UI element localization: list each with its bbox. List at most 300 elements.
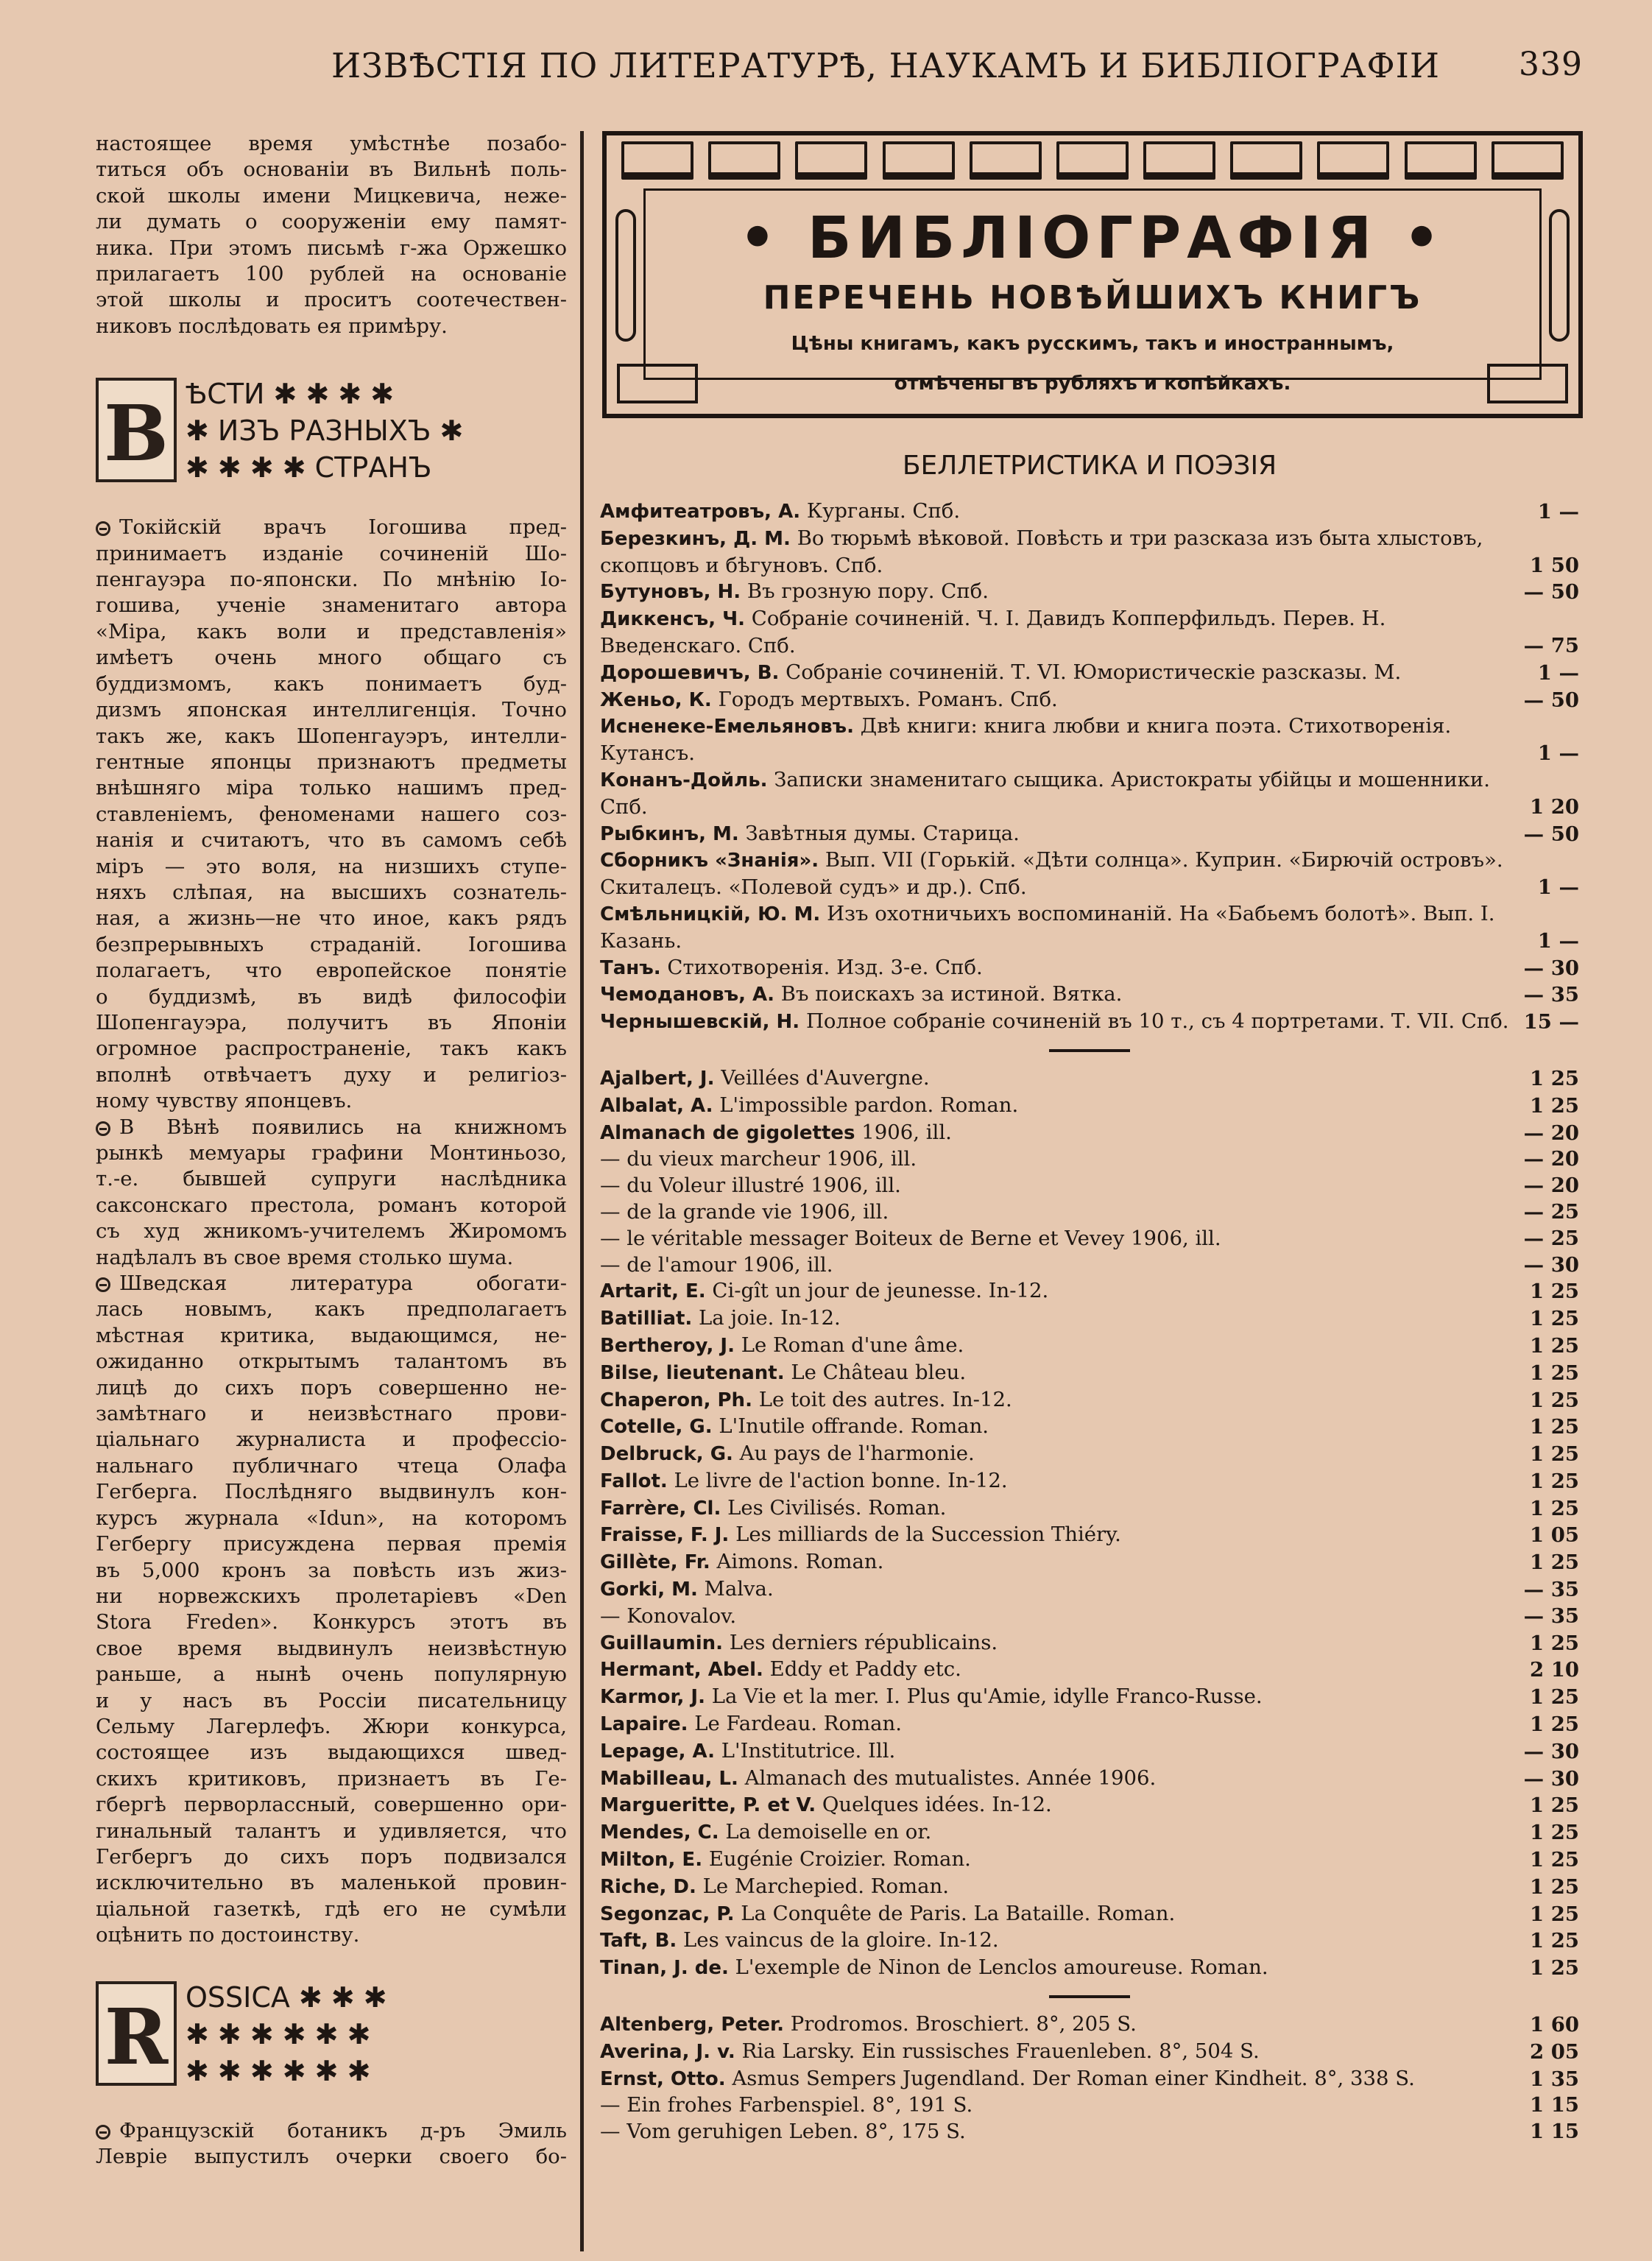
book-entry: [600, 1146, 1579, 1173]
book-author: Сборникъ «Знанія».: [600, 850, 819, 872]
book-entry: [600, 981, 1579, 1009]
book-author: Artarit, E.: [600, 1280, 706, 1303]
book-title: Le toit des autres. In-12.: [758, 1387, 1012, 1411]
book-entry: [600, 1252, 1579, 1279]
book-entry: [600, 955, 1579, 982]
text-line: лась новымъ, какъ предполагаетъ: [96, 1297, 567, 1322]
news-text: [96, 515, 567, 1948]
book-title: Les vaincus de la gloire. In-12.: [683, 1928, 999, 1953]
book-price: — 25: [1523, 1199, 1579, 1224]
intro-paragraph: [96, 131, 567, 339]
text-line: лицѣ до сихъ поръ совершенно не-: [96, 1375, 567, 1400]
book-entry: [600, 1414, 1579, 1441]
book-price: 1 25: [1530, 1929, 1579, 1953]
book-author: Delbruck, G.: [600, 1443, 733, 1466]
text-line: Леврie выпустилъ очерки своего бо-: [96, 2145, 567, 2168]
book-author: Lepage, A.: [600, 1740, 716, 1763]
text-line: міръ — это воля, на низшихъ ступе-: [96, 854, 567, 878]
book-title: Malva.: [704, 1577, 774, 1601]
book-entry: [600, 1387, 1579, 1414]
book-entry: [600, 1173, 1579, 1199]
book-price: 1 25: [1530, 1442, 1579, 1467]
text-line: няхъ слѣпая, на высшихъ сознатель-: [96, 880, 567, 904]
book-price: 1 25: [1530, 1066, 1579, 1090]
section-head-news: [96, 378, 567, 488]
book-entry: [600, 821, 1579, 848]
text-line: т.-е. бывшей супруги наслѣдника: [96, 1167, 567, 1191]
book-author: Albalat, A.: [600, 1094, 713, 1117]
catalog: [600, 451, 1579, 2145]
book-title: Le Château bleu.: [791, 1360, 967, 1384]
text-line: раньше, а нынѣ очень популярную: [96, 1662, 567, 1687]
text-line: Гегберга. Послѣдняго выдвинулъ кон-: [96, 1480, 567, 1504]
book-price: 1 25: [1530, 1712, 1579, 1737]
book-entry: [600, 1441, 1579, 1468]
book-entry: [600, 1495, 1579, 1523]
book-price: 1 25: [1530, 1821, 1579, 1845]
book-entry: [600, 767, 1579, 821]
book-price: — 30: [1523, 1766, 1579, 1791]
book-title: — du vieux marcheur 1906, ill.: [600, 1147, 917, 1171]
book-price: 1 25: [1530, 1333, 1579, 1358]
text-line: замѣтнаго и неизвѣстнаго прови-: [96, 1402, 567, 1426]
book-price: — 20: [1523, 1121, 1579, 1145]
book-author: Karmor, J.: [600, 1686, 705, 1709]
book-title: Ria Larsky. Ein russisches Frauenleben. 8°, 504 S.: [741, 2039, 1260, 2063]
book-author: Averina, J. v.: [600, 2040, 735, 2063]
book-entry: [600, 1093, 1579, 1120]
book-author: Ernst, Otto.: [600, 2067, 726, 2090]
book-entry: [600, 1009, 1579, 1036]
book-entry: [600, 1846, 1579, 1874]
book-price: 1 20: [1530, 794, 1579, 819]
book-title: L'exemple de Ninon de Lenclos amoureuse. Roman.: [735, 1955, 1268, 1980]
russian-books: [600, 498, 1579, 1036]
text-line: ному чувству японцевъ.: [96, 1089, 353, 1113]
book-author: Gillète, Fr.: [600, 1551, 710, 1574]
book-entry: [600, 847, 1579, 901]
text-line: нальнаго публичнаго чтеца Олафа: [96, 1453, 567, 1478]
separator-rule: [1049, 1049, 1130, 1052]
book-entry: [600, 1819, 1579, 1846]
text-line: оцѣнить по достоинству.: [96, 1923, 360, 1947]
book-price: — 75: [1523, 633, 1579, 657]
text-line: ожиданно открытымъ талантомъ въ: [96, 1350, 567, 1374]
book-entry: [600, 713, 1579, 767]
section-heading-line: ✱ ✱ ✱ ✱ ✱ ✱: [186, 2017, 371, 2050]
text-line: полагаетъ, что европейское понятіе: [96, 959, 567, 983]
book-entry: [600, 1522, 1579, 1549]
text-line: надѣлалъ въ свое время столько шума.: [96, 1245, 514, 1269]
book-entry: [600, 1874, 1579, 1901]
book-price: — 35: [1523, 1578, 1579, 1602]
book-title: — Vom geruhigen Leben. 8°, 175 S.: [600, 2120, 966, 2144]
text-line: ставленіемъ, феноменами нашего соз-: [96, 802, 567, 826]
book-title: Въ грозную пору. Спб.: [746, 579, 989, 604]
book-title: Prodromos. Broschiert. 8°, 205 S.: [790, 2012, 1137, 2036]
book-entry: [600, 1684, 1579, 1711]
book-price: 1 25: [1530, 1388, 1579, 1412]
book-title: Almanach des mutualistes. Année 1906.: [744, 1766, 1157, 1790]
book-price: 15 —: [1523, 1010, 1579, 1034]
book-price: 1 50: [1530, 553, 1579, 577]
book-title: — du Voleur illustré 1906, ill.: [600, 1174, 901, 1198]
book-title: Изъ охотничьихъ воспоминаній. На «Бабьемъ болотѣ». Вып. I. Казань.: [600, 901, 1495, 953]
book-entry: [600, 1333, 1579, 1360]
text-line: состоящее изъ выдающихся швед-: [96, 1740, 567, 1765]
book-entry: [600, 1065, 1579, 1093]
text-line: принимаетъ изданіе сочиненій Шо-: [96, 541, 567, 565]
book-price: 1 25: [1530, 1902, 1579, 1926]
text-line: мѣстная критика, выдающимся, не-: [96, 1323, 567, 1347]
book-entry: [600, 1657, 1579, 1684]
book-title: Курганы. Спб.: [806, 499, 961, 523]
book-title: Вып. VII (Горькій. «Дѣти солнца». Куприн. «Бирючій островъ». Скиталецъ. «Полевой судъ» и др.). Спб.: [600, 848, 1503, 900]
book-author: Смѣльницкій, Ю. М.: [600, 903, 821, 925]
book-price: 1 15: [1530, 2120, 1579, 2144]
book-author: Farrère, Cl.: [600, 1497, 721, 1520]
book-title: Au pays de l'harmonie.: [739, 1442, 975, 1466]
banner-subtitle: ПЕРЕЧЕНЬ НОВѢЙШИХЪ КНИГЪ: [763, 279, 1422, 317]
book-author: Бутуновъ, Н.: [600, 581, 741, 604]
text-line: В Вѣнѣ появились на книжномъ: [96, 1115, 567, 1140]
text-line: никовъ послѣдовать ея примѣру.: [96, 314, 448, 338]
book-price: — 35: [1523, 983, 1579, 1007]
banner-note: Цѣны книгамъ, какъ русскимъ, такъ и иностраннымъ,: [791, 333, 1394, 355]
book-title: Двѣ книги: книга любви и книга поэта. Стихотворенія. Кутансъ.: [600, 714, 1452, 766]
book-author: Танъ.: [600, 956, 661, 979]
text-line: Шопенгауэра, получитъ въ Японіи: [96, 1010, 567, 1034]
book-title: — Konovalov.: [600, 1604, 737, 1628]
book-price: 1 —: [1537, 660, 1579, 685]
book-price: — 20: [1523, 1147, 1579, 1171]
book-title: Ci-gît un jour de jeunesse. In-12.: [712, 1279, 1049, 1303]
book-title: Записки знаменитаго сыщика. Аристократы убійцы и мошенники. Спб.: [600, 767, 1490, 819]
french-books: [600, 1065, 1579, 1982]
book-entry: [600, 1468, 1579, 1495]
page-number: 339: [1519, 46, 1583, 83]
book-title: L'Inutile offrande. Roman.: [719, 1414, 989, 1439]
book-price: 1 —: [1537, 500, 1579, 523]
book-price: — 50: [1523, 822, 1579, 846]
book-title: Aimons. Roman.: [716, 1550, 884, 1574]
text-line: и у насъ въ Россіи писательницу: [96, 1688, 567, 1712]
paragraph-mark-icon: [96, 521, 110, 536]
book-author: Ajalbert, J.: [600, 1067, 715, 1090]
book-price: 1 25: [1530, 1631, 1579, 1655]
banner-note: отмѣчены въ рубляхъ и копѣйкахъ.: [894, 373, 1291, 395]
text-line: гбергѣ перворлассный, совершенно ори-: [96, 1793, 567, 1817]
book-title: Завѣтныя думы. Старица.: [745, 821, 1020, 845]
text-line: Французскій ботаникъ д-ръ Эмиль: [96, 2118, 567, 2144]
book-price: 1 25: [1530, 1469, 1579, 1493]
book-price: 1 25: [1530, 1551, 1579, 1575]
text-line: Сельму Лагерлефъ. Жюри конкурса,: [96, 1714, 567, 1738]
book-author: Чемодановъ, А.: [600, 984, 775, 1006]
book-author: Segonzac, P.: [600, 1902, 735, 1925]
catalog-heading: БЕЛЛЕТРИСТИКА И ПОЭЗІЯ: [902, 451, 1277, 481]
book-price: 1 25: [1530, 1361, 1579, 1385]
book-entry: [600, 1955, 1579, 1982]
book-price: — 20: [1523, 1174, 1579, 1198]
book-price: 1 60: [1530, 2013, 1579, 2037]
book-entry: [600, 2119, 1579, 2145]
book-author: Cotelle, G.: [600, 1416, 713, 1439]
book-title: Eugénie Croizier. Roman.: [708, 1847, 971, 1872]
text-line: этой школы и проситъ соотечествен-: [96, 288, 567, 312]
book-price: 1 25: [1530, 1874, 1579, 1899]
book-price: — 25: [1523, 1226, 1579, 1250]
text-line: ни норвежскихъ пролетаріевъ «Den: [96, 1584, 567, 1608]
book-entry: [600, 1901, 1579, 1928]
book-title: — de l'amour 1906, ill.: [600, 1252, 833, 1277]
book-entry: [600, 2066, 1579, 2093]
book-price: 1 25: [1530, 1685, 1579, 1710]
book-author: Bilse, lieutenant.: [600, 1361, 785, 1384]
book-title: 1906, ill.: [861, 1120, 952, 1144]
book-price: — 50: [1523, 580, 1579, 604]
column-divider: [580, 131, 584, 2251]
bibliography-banner: [602, 131, 1583, 418]
book-title: La Vie et la mer. I. Plus qu'Amie, idylle Franco-Russe.: [711, 1685, 1263, 1709]
book-price: 1 25: [1530, 1093, 1579, 1118]
book-title: L'impossible pardon. Roman.: [719, 1093, 1019, 1117]
text-line: дизмъ японская интеллигенція. Точно: [96, 698, 567, 722]
text-line: свое время выдвинулъ неизвѣстную: [96, 1636, 567, 1660]
book-entry: [600, 1278, 1579, 1305]
book-author: Altenberg, Peter.: [600, 2014, 784, 2036]
left-column: [96, 131, 567, 2170]
text-line: ника. При этомъ письмѣ г-жа Оржешко: [96, 236, 567, 260]
book-price: 1 25: [1530, 1793, 1579, 1818]
book-author: Fraisse, F. J.: [600, 1524, 730, 1547]
decorative-initial-v: В: [96, 378, 177, 482]
text-line: гинальный талантъ и удивляется, что: [96, 1819, 567, 1843]
ornament-border: [607, 141, 1578, 187]
text-line: ли думать о сооруженіи ему памят-: [96, 210, 567, 234]
section-heading-line: ✱ ИЗЪ РАЗНЫХЪ ✱: [186, 415, 464, 448]
section-heading-line: ✱ ✱ ✱ ✱ ✱ ✱: [186, 2054, 371, 2087]
text-line: буддизмомъ, какъ понимаетъ буд-: [96, 671, 567, 696]
book-title: — le véritable messager Boiteux de Berne et Vevey 1906, ill.: [600, 1226, 1221, 1250]
book-entry: [600, 1226, 1579, 1252]
book-title: Quelques idées. In-12.: [822, 1793, 1052, 1817]
book-author: Конанъ-Дойль.: [600, 769, 768, 791]
text-line: безпрерывныхъ страданій. Іогошива: [96, 932, 567, 956]
book-title: Городъ мертвыхъ. Романъ. Спб.: [718, 687, 1058, 711]
text-line: пенгауэра по-японски. По мнѣнію Іо-: [96, 568, 567, 592]
book-author: Исненеке-Емельяновъ.: [600, 716, 854, 738]
book-price: 1 25: [1530, 1956, 1579, 1980]
book-title: Въ поискахъ за истиной. Вятка.: [780, 982, 1123, 1006]
book-title: Le Fardeau. Roman.: [694, 1712, 902, 1736]
book-price: — 35: [1523, 1604, 1579, 1628]
text-line: съ худ жникомъ-учителемъ Жиромомъ: [96, 1219, 567, 1244]
text-line: гошива, ученіе знаменитаго автора: [96, 593, 567, 618]
book-price: 2 10: [1530, 1658, 1579, 1682]
book-title: La demoiselle en or.: [725, 1820, 932, 1844]
book-author: Chaperon, Ph.: [600, 1389, 752, 1411]
book-author: Fallot.: [600, 1470, 668, 1492]
text-line: Stora Freden». Конкурсъ этотъ въ: [96, 1610, 567, 1634]
paragraph-mark-icon: [96, 2125, 110, 2140]
book-entry: [600, 1549, 1579, 1576]
book-title: Собраніе сочиненій. Т. VI. Юмористическіе разсказы. М.: [786, 660, 1402, 684]
book-entry: [600, 687, 1579, 714]
book-entry: [600, 1199, 1579, 1226]
text-line: имѣетъ очень много общаго съ: [96, 646, 567, 670]
book-author: Дорошевичъ, В.: [600, 661, 780, 684]
book-title: — de la grande vie 1906, ill.: [600, 1199, 889, 1224]
book-title: Les milliards de la Succession Thiéry.: [735, 1523, 1121, 1547]
book-author: Mendes, C.: [600, 1821, 719, 1844]
book-entry: [600, 1927, 1579, 1955]
book-author: Guillaumin.: [600, 1632, 724, 1654]
book-entry: [600, 498, 1579, 526]
book-price: 1 25: [1530, 1307, 1579, 1331]
book-title: Полное собраніе сочиненій въ 10 т., съ 4 портретами. Т. VII. Спб.: [805, 1009, 1509, 1034]
separator-rule: [1049, 1995, 1130, 1998]
text-line: нанія и считаютъ, что въ самомъ себѣ: [96, 828, 567, 853]
decorative-initial-r: R: [96, 1981, 177, 2086]
book-author: Taft, B.: [600, 1930, 677, 1953]
book-entry: [600, 901, 1579, 955]
book-price: — 30: [1523, 1252, 1579, 1277]
text-line: рынкѣ мемуары графини Монтиньозо,: [96, 1141, 567, 1165]
text-line: такъ же, какъ Шопенгауэръ, интелли-: [96, 724, 567, 748]
book-entry: [600, 1305, 1579, 1333]
book-price: 1 25: [1530, 1415, 1579, 1439]
section-head-rossica: [96, 1981, 567, 2092]
book-title: Стихотворенія. Изд. 3-е. Спб.: [667, 955, 983, 979]
book-title: L'Institutrice. Ill.: [721, 1738, 896, 1763]
book-price: 1 05: [1530, 1523, 1579, 1548]
paragraph-mark-icon: [96, 1277, 110, 1292]
book-entry: [600, 1604, 1579, 1630]
book-title: Les Civilisés. Roman.: [727, 1495, 947, 1520]
book-title: Les derniers républicains.: [729, 1630, 998, 1654]
book-entry: [600, 606, 1579, 660]
book-price: 1 —: [1537, 928, 1579, 953]
german-books: [600, 2011, 1579, 2145]
book-title: La joie. In-12.: [699, 1306, 841, 1330]
book-author: Березкинъ, Д. М.: [600, 527, 791, 550]
text-line: ціальнаго журналиста и профессіо-: [96, 1428, 567, 1452]
book-entry: [600, 1576, 1579, 1604]
book-price: — 50: [1523, 688, 1579, 712]
text-line: ціальной газеткѣ, гдѣ его не сумѣли: [96, 1897, 567, 1921]
text-line: исключительно въ маленькой провин-: [96, 1871, 567, 1895]
book-title: Asmus Sempers Jugendland. Der Roman einer Kindheit. 8°, 338 S.: [732, 2066, 1415, 2090]
book-entry: [600, 660, 1579, 687]
book-title: Собраніе сочиненій. Ч. I. Давидъ Копперфильдъ. Перев. Н. Введенскаго. Спб.: [600, 607, 1386, 657]
text-line: «Міра, какъ воли и представленія»: [96, 619, 567, 643]
section-heading-line: ✱ ✱ ✱ ✱ СТРАНЪ: [186, 451, 432, 484]
book-author: Амфитеатровъ, А.: [600, 501, 801, 523]
book-title: Во тюрьмѣ вѣковой. Повѣсть и три разсказа изъ быта хлыстовъ, скопцовъ и бѣгуновъ. Спб.: [600, 526, 1483, 577]
text-line: огромное распространеніе, такъ какъ: [96, 1037, 567, 1061]
text-line: настоящее время умѣстнѣе позабо-: [96, 132, 567, 155]
book-price: 1 —: [1537, 875, 1579, 900]
book-author: Almanach de gigolettes: [600, 1121, 855, 1144]
book-title: Le Marchepied. Roman.: [702, 1874, 949, 1898]
book-author: Mabilleau, L.: [600, 1767, 738, 1790]
running-title: ИЗВѢСТІЯ ПО ЛИТЕРАТУРѢ, НАУКАМЪ И БИБЛІОГРАФІИ: [331, 46, 1440, 85]
book-price: 1 25: [1530, 1848, 1579, 1872]
book-entry: [600, 1738, 1579, 1766]
book-entry: [600, 2011, 1579, 2039]
book-entry: [600, 1120, 1579, 1147]
book-title: — Ein frohes Farbenspiel. 8°, 191 S.: [600, 2093, 973, 2117]
text-line: въ 5,000 кронъ за повѣсть изъ жиз-: [96, 1558, 567, 1582]
book-title: La Conquête de Paris. La Bataille. Roman.: [741, 1901, 1176, 1925]
book-author: Диккенсъ, Ч.: [600, 608, 746, 631]
book-entry: [600, 2039, 1579, 2066]
book-author: Bertheroy, J.: [600, 1334, 735, 1357]
book-entry: [600, 1792, 1579, 1819]
book-author: Hermant, Abel.: [600, 1659, 763, 1682]
book-price: 1 35: [1530, 2067, 1579, 2091]
text-line: саксонскаго престола, романъ которой: [96, 1193, 567, 1217]
text-line: ской школы имени Мицкевича, неже-: [96, 183, 567, 208]
book-entry: [600, 2092, 1579, 2119]
text-line: Гегбергу присуждена первая премія: [96, 1532, 567, 1556]
book-entry: [600, 579, 1579, 606]
book-title: Le livre de l'action bonne. In-12.: [674, 1468, 1008, 1492]
book-entry: [600, 1360, 1579, 1387]
text-line: прилагаетъ 100 рублей на основаніе: [96, 262, 567, 286]
book-author: Gorki, M.: [600, 1579, 698, 1601]
running-head: [331, 46, 1583, 97]
book-author: Riche, D.: [600, 1875, 696, 1898]
text-line: Токійскій врачъ Іогошива пред-: [96, 515, 567, 540]
book-title: Eddy et Paddy etc.: [769, 1657, 961, 1682]
section-heading-line: ѢСТИ ✱ ✱ ✱ ✱: [186, 378, 395, 411]
text-line: внѣшняго міра только нашимъ пред-: [96, 776, 567, 800]
text-line: о буддизмѣ, въ видѣ философіи: [96, 984, 567, 1009]
paragraph-mark-icon: [96, 1121, 110, 1136]
text-line: титься объ основаніи въ Вильнѣ поль-: [96, 158, 567, 182]
book-entry: [600, 1766, 1579, 1793]
book-author: Женьо, К.: [600, 688, 712, 711]
text-line: ная, а жизнь—не что иное, какъ рядъ: [96, 906, 567, 931]
book-author: Milton, E.: [600, 1849, 703, 1872]
book-price: 1 15: [1530, 2093, 1579, 2117]
text-line: вполнѣ отвѣчаетъ духу и религіоз-: [96, 1062, 567, 1087]
book-author: Чернышевскій, Н.: [600, 1011, 800, 1034]
text-line: гентные японцы признаютъ предметы: [96, 749, 567, 774]
book-entry: [600, 1711, 1579, 1738]
text-line: Шведская литература обогати-: [96, 1271, 567, 1297]
book-price: 2 05: [1530, 2039, 1579, 2064]
book-price: 1 25: [1530, 1280, 1579, 1304]
book-price: — 30: [1523, 956, 1579, 980]
text-line: скихъ критиковъ, признаетъ въ Ге-: [96, 1766, 567, 1791]
text-line: курсъ журнала «Idun», на которомъ: [96, 1506, 567, 1530]
book-price: — 30: [1523, 1739, 1579, 1763]
book-entry: [600, 526, 1579, 579]
book-author: Lapaire.: [600, 1713, 688, 1736]
rossica-text: [96, 2118, 567, 2170]
book-title: Veillées d'Auvergne.: [721, 1065, 930, 1090]
book-author: Margueritte, P. et V.: [600, 1794, 816, 1817]
text-line: Гегбергъ до сихъ поръ подвизался: [96, 1844, 567, 1869]
book-price: 1 25: [1530, 1496, 1579, 1520]
book-author: Рыбкинъ, М.: [600, 822, 739, 845]
banner-title: • БИБЛІОГРАФІЯ •: [739, 205, 1446, 272]
book-price: 1 —: [1537, 741, 1579, 766]
section-heading-line: OSSICA ✱ ✱ ✱: [186, 1980, 387, 2014]
